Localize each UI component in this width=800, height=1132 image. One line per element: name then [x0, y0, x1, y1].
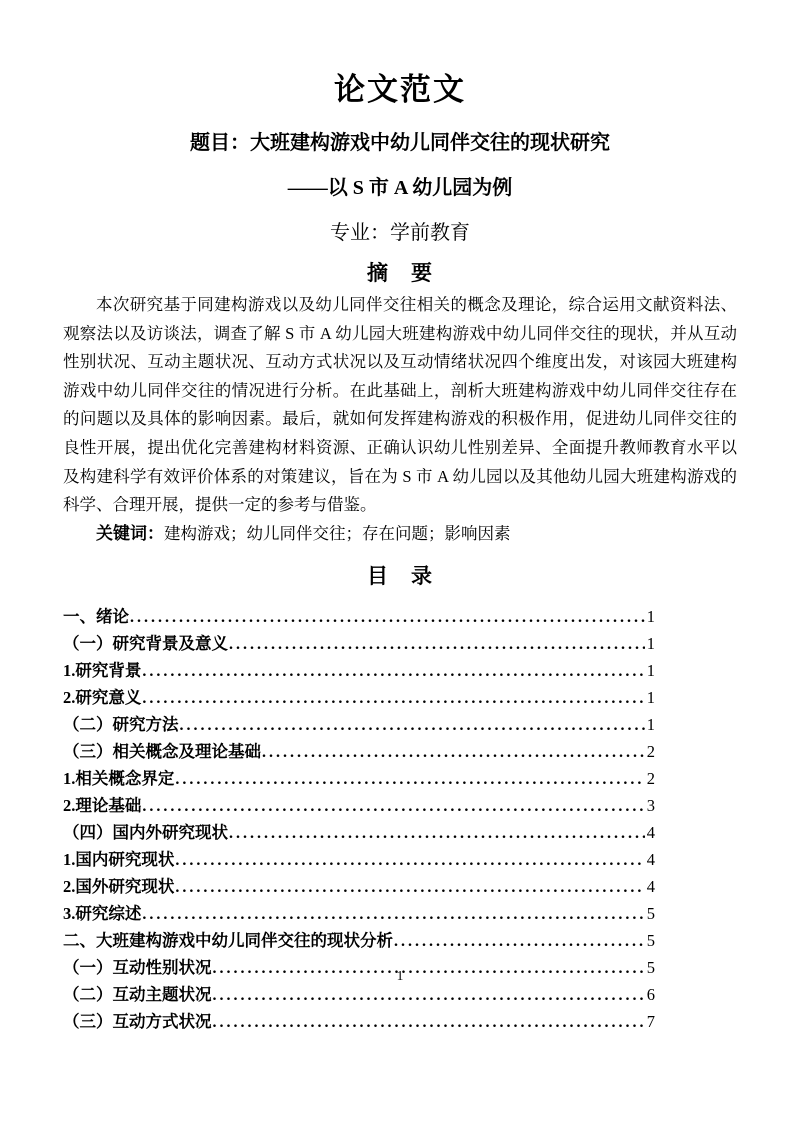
toc-entry-label: 一、绪论: [63, 607, 129, 627]
toc-entry: [63, 657, 655, 684]
toc-entry: [63, 819, 655, 846]
toc-entry-page: 1: [646, 661, 655, 681]
dot-leader: [130, 607, 645, 627]
toc-entry-label: （三）互动方式状况: [63, 1012, 212, 1032]
toc-entry: [63, 873, 655, 900]
toc-entry: [63, 846, 655, 873]
dot-leader: [262, 742, 645, 762]
keywords-label: 关键词：: [96, 523, 164, 543]
topic-line: 题目：大班建构游戏中幼儿同伴交往的现状研究: [190, 132, 610, 154]
page-number: 1: [396, 968, 404, 983]
toc-entry: [63, 900, 655, 927]
toc-entry: [63, 981, 655, 1008]
toc-entry-label: （二）互动主题状况: [63, 985, 212, 1005]
toc-entry-page: 6: [646, 985, 655, 1005]
toc-entry: [63, 1008, 655, 1035]
dot-leader: [175, 769, 644, 789]
toc-entry: [63, 630, 655, 657]
toc-entry-page: 5: [646, 904, 655, 924]
dot-leader: [229, 634, 645, 654]
toc-entry-label: （一）互动性别状况: [63, 958, 212, 978]
toc-entry-page: 4: [646, 823, 655, 843]
toc-entry-label: 二、大班建构游戏中幼儿同伴交往的现状分析: [63, 931, 393, 951]
toc-entry-label: 2.国外研究现状: [63, 877, 175, 897]
toc-entry-page: 7: [646, 1012, 655, 1032]
dot-leader: [180, 715, 645, 735]
toc-entry-label: （四）国内外研究现状: [63, 823, 228, 843]
toc-entry-label: 2.理论基础: [63, 796, 142, 816]
dot-leader: [175, 877, 644, 897]
toc-entry-label: 1.相关概念界定: [63, 769, 175, 789]
toc-entry: [63, 603, 655, 630]
dot-leader: [142, 904, 644, 924]
toc-entry-page: 1: [646, 688, 655, 708]
major-line: 专业：学前教育: [330, 222, 470, 244]
abstract-paragraph: 本次研究基于同建构游戏以及幼儿同伴交往相关的概念及理论，综合运用文献资料法、观察法以及访谈法，调查了解 S 市 A 幼儿园大班建构游戏中幼儿同伴交往的现状，并从互动性别状况、互动主题状况、互动方式状况以及互动情绪状况四个维度出发，对该园大班建构游戏中幼儿同伴交往的情况进行分析。在此基础上，剖析大班建构游戏中幼儿同伴交往存在的问题以及具体的影响因素。最后，就如何发挥建构游戏的积极作用，促进幼儿同伴交往的良性开展，提出优化完善建构材料资源、正确认识幼儿性别差异、全面提升教师教育水平以及构建科学有效评价体系的对策建议，旨在为 S 市 A 幼儿园以及其他幼儿园大班建构游戏的科学、合理开展，提供一定的参考与借鉴。: [63, 295, 737, 515]
toc-entry: [63, 927, 655, 954]
toc-entry: [63, 684, 655, 711]
dot-leader: [213, 1012, 645, 1032]
toc-entry: [63, 738, 655, 765]
dot-leader: [142, 688, 644, 708]
dot-leader: [213, 985, 645, 1005]
toc-entry-page: 1: [646, 634, 655, 654]
toc-entry-page: 3: [646, 796, 655, 816]
dot-leader: [175, 850, 644, 870]
keywords-text: 建构游戏；幼儿同伴交往；存在问题；影响因素: [164, 523, 511, 543]
dot-leader: [142, 661, 644, 681]
toc-entry-label: 2.研究意义: [63, 688, 142, 708]
toc-entry-label: （一）研究背景及意义: [63, 634, 228, 654]
keywords-line: [63, 520, 737, 549]
dot-leader: [142, 796, 644, 816]
abstract-heading: 摘 要: [367, 261, 433, 285]
toc-entry-page: 5: [646, 931, 655, 951]
toc-entry-label: 3.研究综述: [63, 904, 142, 924]
case-study-line: ——以 S 市 A 幼儿园为例: [287, 177, 513, 199]
toc-heading: 目 录: [367, 564, 433, 589]
toc-entry-label: 1.研究背景: [63, 661, 142, 681]
dot-leader: [394, 931, 645, 951]
document-title: 论文范文: [334, 72, 466, 107]
toc-entry-page: 2: [646, 769, 655, 789]
toc-entry-label: （二）研究方法: [63, 715, 179, 735]
dot-leader: [229, 823, 645, 843]
toc-entry-label: 1.国内研究现状: [63, 850, 175, 870]
toc-entry-label: （三）相关概念及理论基础: [63, 742, 261, 762]
toc-entry-page: 1: [646, 715, 655, 735]
toc-entry: [63, 792, 655, 819]
toc-entry-page: 4: [646, 850, 655, 870]
toc-entry-page: 5: [646, 958, 655, 978]
toc-entry: [63, 711, 655, 738]
toc-entry-page: 4: [646, 877, 655, 897]
toc-entry: [63, 765, 655, 792]
toc-entry-page: 2: [646, 742, 655, 762]
toc-entry-page: 1: [646, 607, 655, 627]
